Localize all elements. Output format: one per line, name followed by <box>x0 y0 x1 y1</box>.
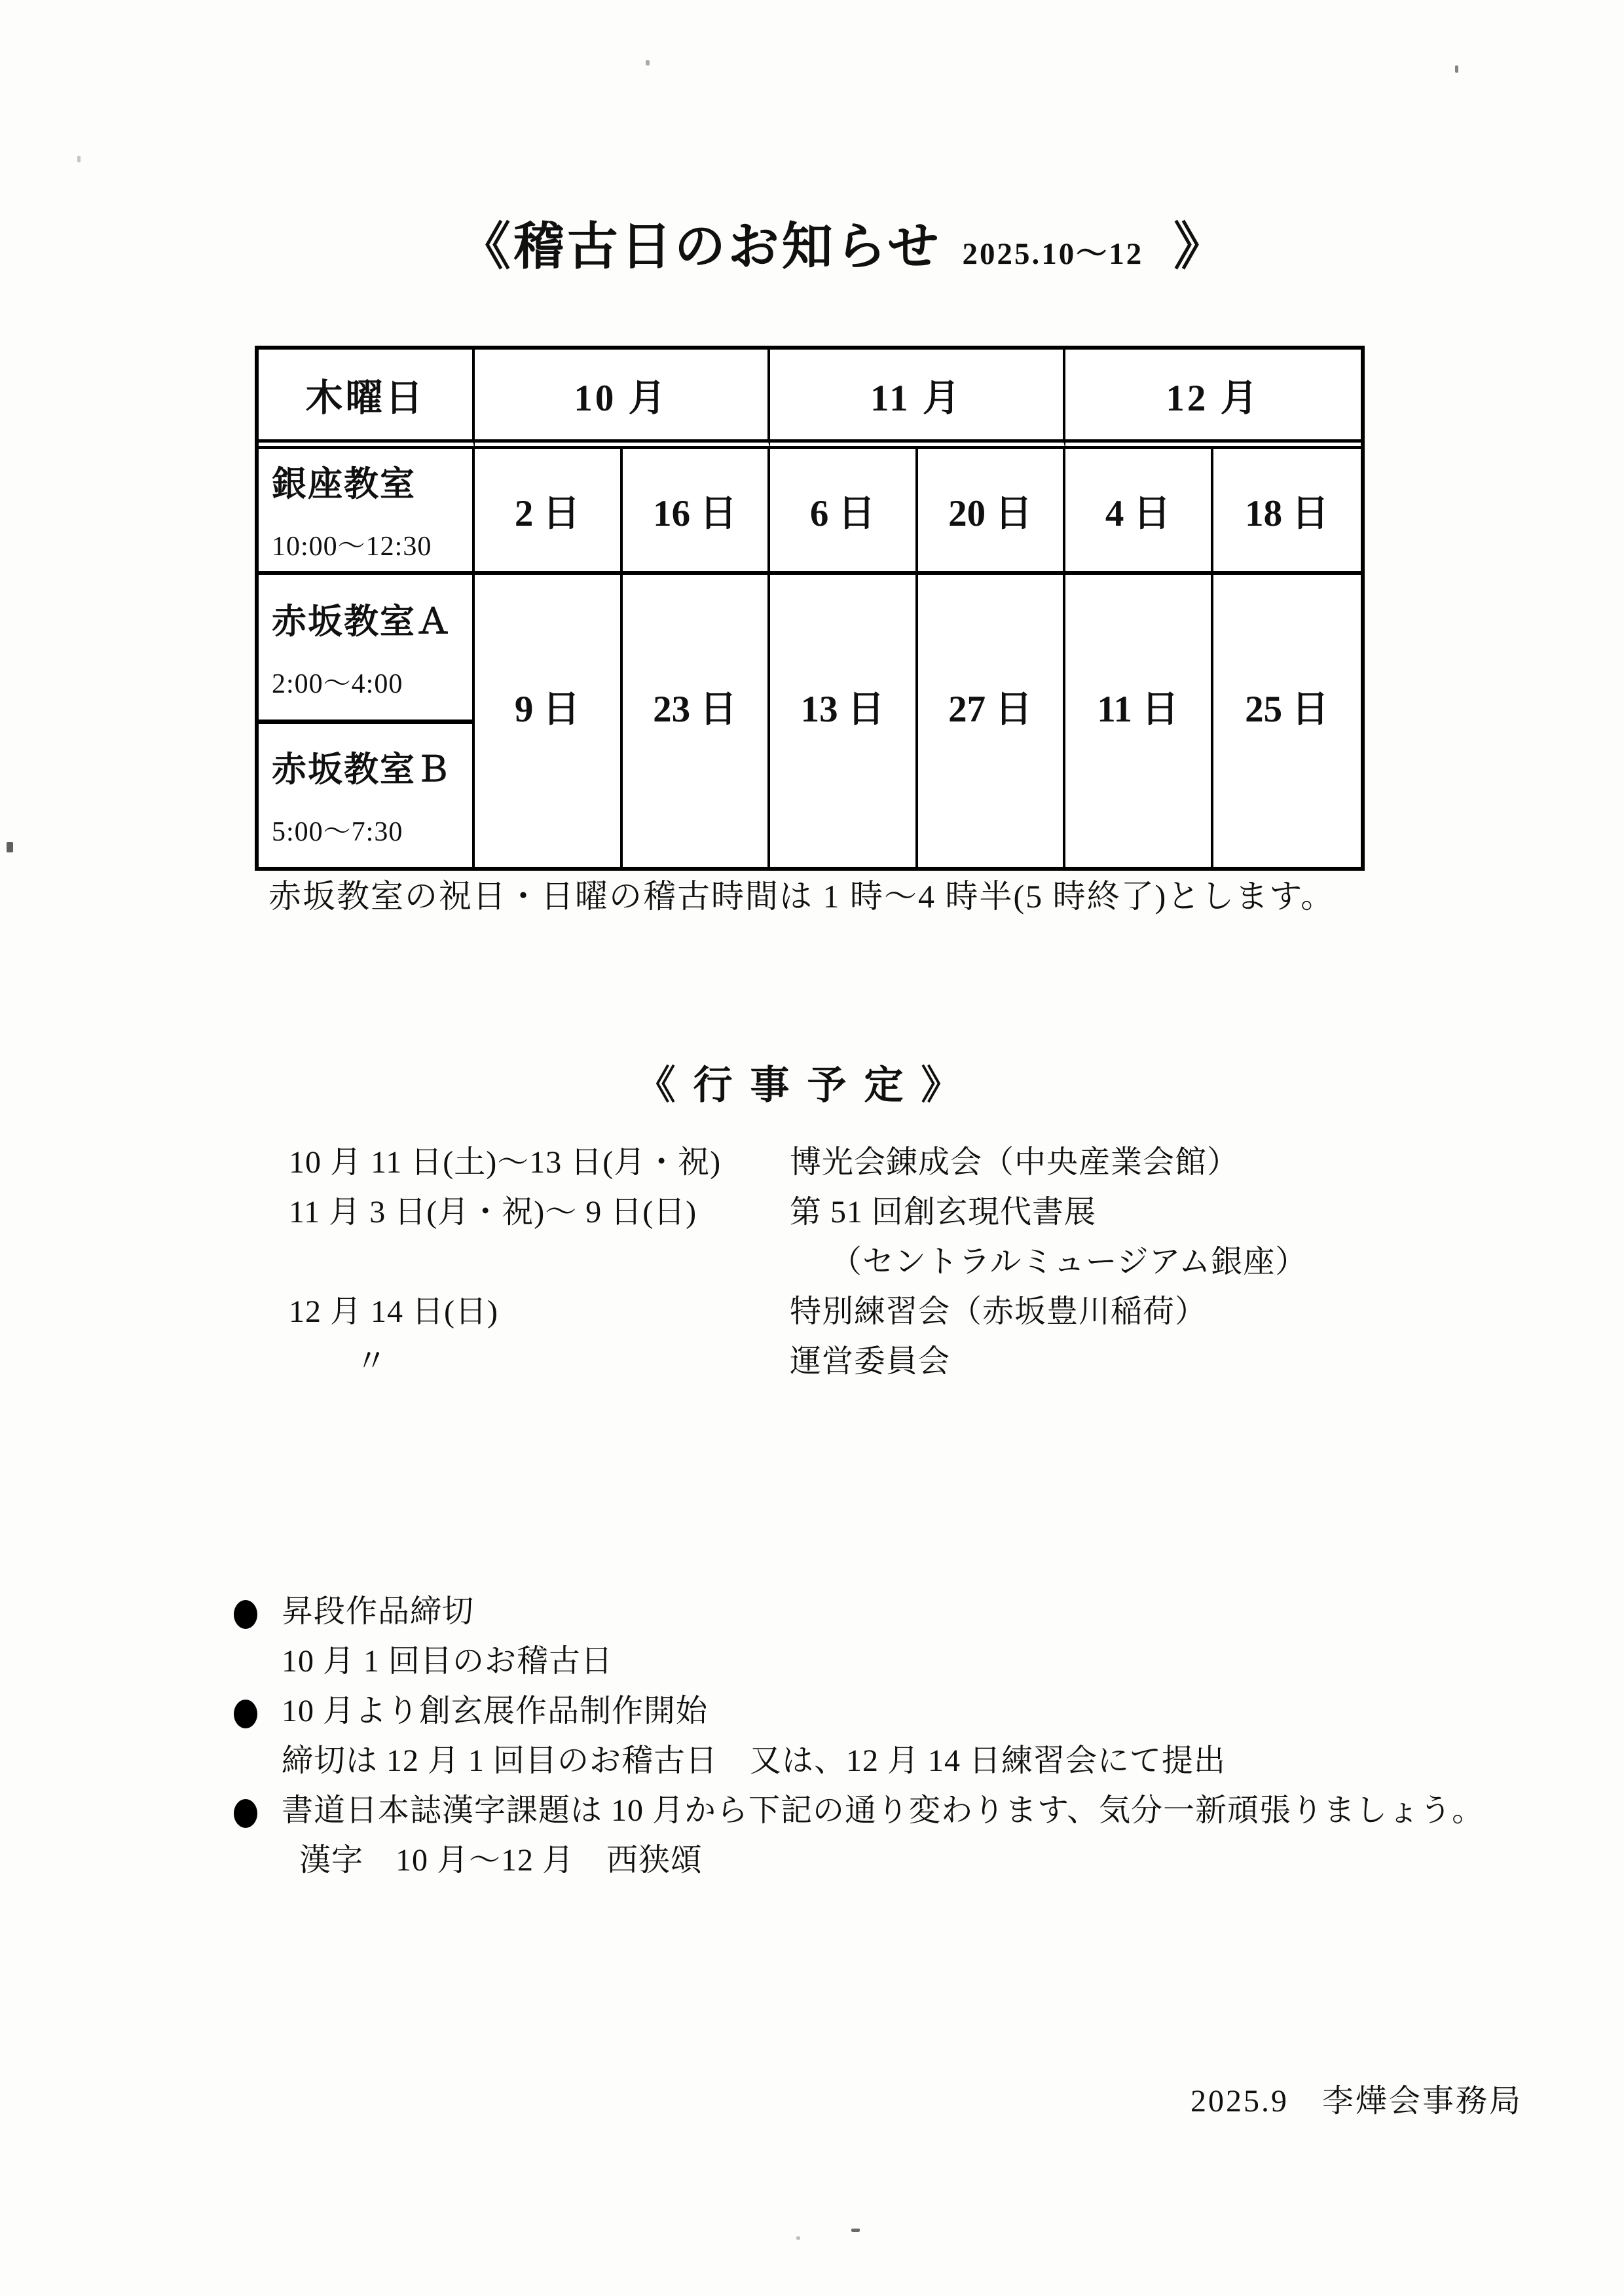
notice-text: 書道日本誌漢字課題は 10 月から下記の通り変わります、気分一新頑張りましょう。 <box>282 1793 1485 1828</box>
event-row <box>289 1296 1402 1346</box>
table-header-weekday: 木曜日 <box>259 350 475 449</box>
classroom-time: 2:00～4:00 <box>272 668 403 699</box>
ginza-date-nov-2: 20 日 <box>918 449 1066 575</box>
events-list <box>289 1147 1402 1396</box>
classroom-time: 10:00～12:30 <box>272 532 432 562</box>
ginza-date-oct-1: 2 日 <box>475 449 623 575</box>
event-row <box>289 1346 1402 1396</box>
event-name: 特別練習会（赤坂豊川稲荷） <box>790 1294 1208 1329</box>
event-row <box>289 1147 1402 1197</box>
row-label-akasaka-b <box>259 724 475 867</box>
event-name: 運営委員会 <box>790 1344 951 1379</box>
page-title-main: 《稽古日のお知らせ <box>459 218 942 275</box>
table-header-october: 10 月 <box>475 350 770 449</box>
bullet-icon <box>234 1700 257 1728</box>
ginza-date-dec-1: 4 日 <box>1065 449 1213 575</box>
notice-text: 締切は 12 月 1 回目のお稽古日 又は、12 月 14 日練習会にて提出 <box>282 1743 1227 1778</box>
event-name: 博光会錬成会（中央産業会館） <box>790 1145 1240 1180</box>
notice-text: 漢字 10 月～12 月 西狭頌 <box>299 1843 703 1878</box>
classroom-name: 赤坂教室Ａ <box>272 602 452 641</box>
notice-text: 昇段作品締切 <box>282 1594 475 1629</box>
akasaka-date-dec-2: 25 日 <box>1245 689 1329 730</box>
akasaka-date-oct-2: 23 日 <box>623 575 771 867</box>
row-label-ginza <box>259 449 475 575</box>
bullet-icon <box>234 1600 257 1629</box>
ginza-date-dec-2: 18 日 <box>1213 449 1361 575</box>
event-venue: （セントラルミュージアム銀座） <box>830 1245 1308 1279</box>
notice-item-continuation <box>232 1646 1509 1696</box>
notice-item-continuation <box>232 1745 1509 1795</box>
table-header-november: 11 月 <box>770 350 1065 449</box>
scan-artifact <box>77 156 81 162</box>
row-label-akasaka-a <box>259 575 475 724</box>
akasaka-date-nov-1: 13 日 <box>770 575 918 867</box>
event-date: 12 月 14 日(日) <box>289 1294 498 1329</box>
akasaka-date-nov-2: 27 日 <box>918 575 1066 867</box>
page-title <box>459 218 1225 275</box>
event-date-ditto-mark: 〃 <box>356 1344 388 1379</box>
classroom-time: 5:00～7:30 <box>272 817 403 847</box>
scan-artifact <box>796 2236 800 2240</box>
page-title-close-bracket: 》 <box>1173 218 1225 275</box>
practice-day-table <box>255 346 1365 871</box>
event-date: 11 月 3 日(月・祝)～ 9 日(日) <box>289 1195 697 1230</box>
scan-artifact <box>851 2229 860 2232</box>
ginza-date-nov-1: 6 日 <box>770 449 918 575</box>
notice-item <box>232 1696 1509 1745</box>
table-header-december: 12 月 <box>1065 350 1361 449</box>
akasaka-date-oct-1: 9 日 <box>475 575 623 867</box>
notice-item <box>232 1795 1509 1845</box>
page-title-period: 2025.10～12 <box>962 237 1144 271</box>
bullet-icon <box>234 1799 257 1828</box>
notice-text: 10 月より創玄展作品制作開始 <box>282 1694 709 1728</box>
event-name: 第 51 回創玄現代書展 <box>790 1195 1097 1230</box>
events-heading: 《 行 事 予 定 》 <box>636 1064 965 1107</box>
scan-artifact <box>1455 65 1458 73</box>
issuer-footer: 2025.9 李燁会事務局 <box>1190 2084 1523 2119</box>
event-date: 10 月 11 日(土)～13 日(月・祝) <box>289 1145 722 1180</box>
notices-list <box>232 1596 1509 1895</box>
event-row <box>289 1197 1402 1247</box>
classroom-name: 赤坂教室Ｂ <box>272 751 452 789</box>
akasaka-date-dec-1: 11 日 <box>1065 575 1213 867</box>
notice-item-continuation <box>232 1845 1509 1895</box>
scan-artifact <box>646 60 650 65</box>
classroom-name: 銀座教室 <box>272 465 416 503</box>
ginza-date-oct-2: 16 日 <box>623 449 771 575</box>
event-row-continuation <box>289 1247 1402 1296</box>
holiday-time-note: 赤坂教室の祝日・日曜の稽古時間は 1 時～4 時半(5 時終了)とします。 <box>268 878 1335 915</box>
scan-artifact <box>7 842 13 852</box>
notice-item <box>232 1596 1509 1646</box>
notice-text: 10 月 1 回目のお稽古日 <box>282 1644 614 1679</box>
